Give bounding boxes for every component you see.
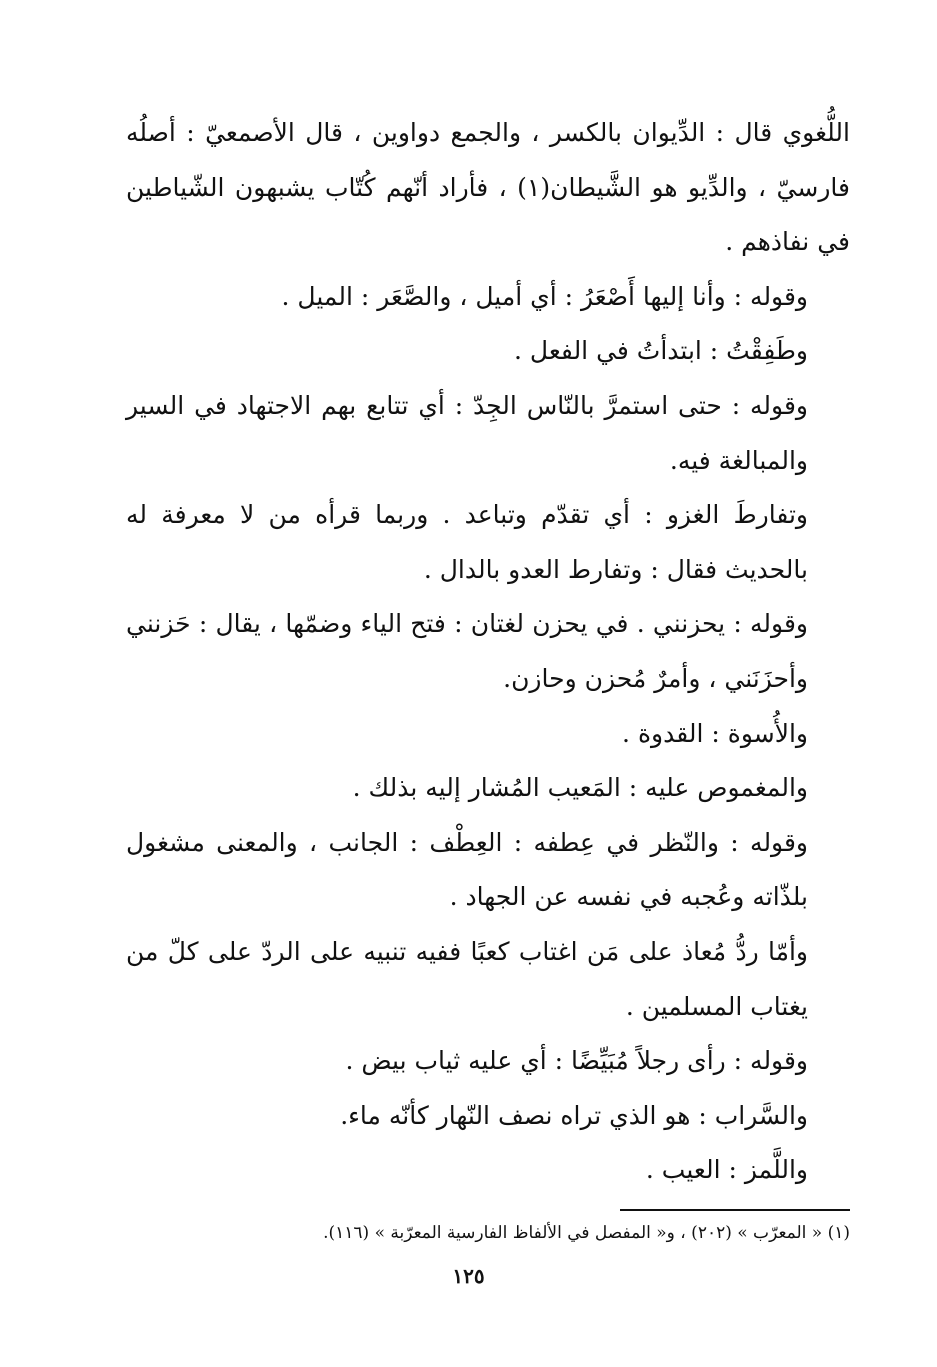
paragraph-11: وقوله : رأى رجلاً مُبَيِّضًا : أي عليه ثياب بيض . — [345, 1046, 808, 1076]
paragraph-7: والأُسوة : القدوة . — [622, 718, 808, 748]
paragraph-9: وقوله : والنّظر في عِطفه : العِطْف : الجانب ، والمعنى مشغول بلذّاته وعُجبه في نفسه عن الجهاد . — [126, 827, 808, 912]
paragraph-4: وقوله : حتى استمرَّ بالنّاس الجِدّ : أي تتابع بهم الاجتهاد في السير والمبالغة فيه. — [126, 390, 808, 475]
paragraph-12: والسَّراب : هو الذي تراه نصف النّهار كأنّه ماء. — [340, 1100, 808, 1130]
paragraph-3: وطَفِقْتُ : ابتدأتُ في الفعل . — [514, 336, 808, 366]
footnote: (١) « المعرّب » (٢٠٢) ، و« المفصل في الألفاظ الفارسية المعرّبة » (١١٦). — [323, 1223, 850, 1243]
footnote-separator — [620, 1209, 850, 1211]
paragraph-6: وقوله : يحزنني . في يحزن لغتان : فتح الياء وضمّها ، يقال : حَزنني وأحزَنَني ، وأمرٌ مُحزن وحازن. — [126, 609, 808, 693]
paragraph-10: وأمّا ردُّ مُعاذ على مَن اغتاب كعبًا ففيه تنبيه على الردّ على كلّ من يغتاب المسلمين . — [126, 936, 808, 1021]
paragraph-8: والمغموص عليه : المَعيب المُشار إليه بذلك . — [352, 773, 808, 803]
paragraph-1: اللُّغوي قال : الدِّيوان بالكسر ، والجمع دواوين ، قال الأصمعيّ : أصلُه فارسيّ ، والدِّيو هو الشَّيطان(١) ، فأراد أنّهم كُتّاب يشبهون الشّياطين في نفاذهم . — [126, 118, 850, 257]
page-number: ١٢٥ — [452, 1264, 485, 1288]
paragraph-2: وقوله : وأنا إليها أَصْعَرُ : أي أميل ، والصَّعَر : الميل . — [281, 281, 808, 311]
paragraph-5: وتفارطَ الغزو : أي تقدّم وتباعد . وربما قرأه من لا معرفة له بالحديث فقال : وتفارط العدو بالدال . — [126, 500, 808, 584]
paragraph-13: واللَّمز : العيب . — [645, 1155, 808, 1185]
main-text — [126, 106, 850, 1198]
